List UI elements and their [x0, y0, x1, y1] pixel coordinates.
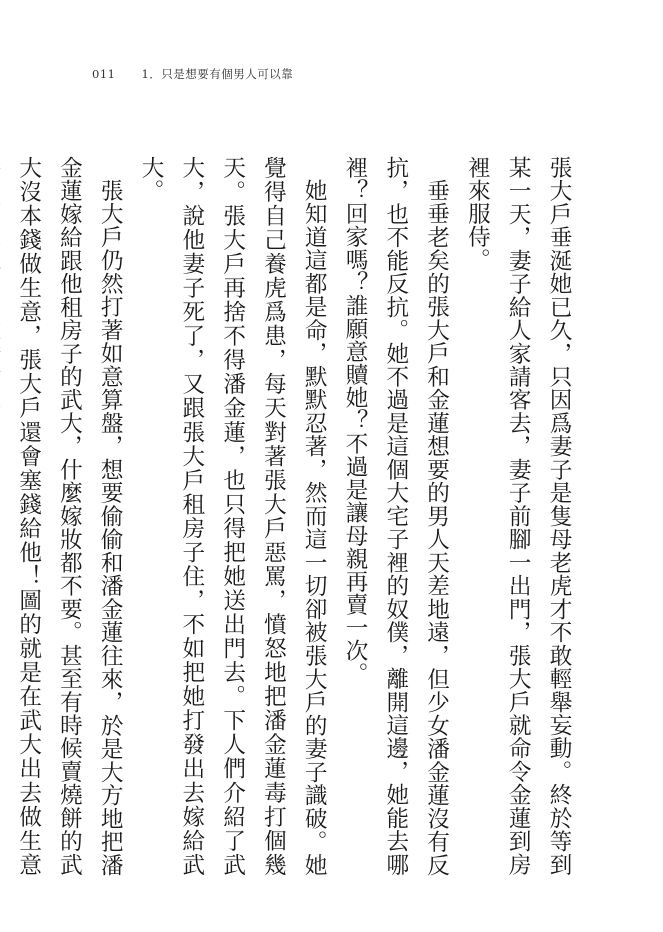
running-header: [92, 66, 293, 82]
paragraph-2: 垂垂老矣的張大戶和金蓮想要的男人天差地遠，但少女潘金蓮沒有反抗，也不能反抗。她不過是這個大宅子裡的奴僕，離開這邊，她能去哪裡？回家嗎？誰願意贖她？不過是讓母親再賣一次。: [342, 156, 450, 876]
chapter-title: 1．只是想要有個男人可以靠: [141, 67, 294, 81]
paragraph-3: 她知道這都是命，默默忍著，然而這一切卻被張大戶的妻子識破。她覺得自己養虎爲患，每天對著張大戶惡罵，憤怒地把潘金蓮毒打個幾天。張大戶再捨不得潘金蓮，也只得把她送出門去。下人們介紹了武大，說他妻子死了，又跟張大戶租房子住，不如把她打發出去嫁給武大。: [138, 156, 328, 876]
page-number: 011: [92, 67, 116, 81]
vertical-text-body: [15, 156, 579, 876]
paragraph-1: 張大戶垂涎她已久，只因爲妻子是隻母老虎才不敢輕舉妄動。終於等到某一天，妻子給人家請客去，妻子前腳一出門，張大戶就命令金蓮到房裡來服侍。: [464, 156, 572, 876]
paragraph-4: 張大戶仍然打著如意算盤，想要偷偷和潘金蓮往來，於是大方地把潘金蓮嫁給跟他租房子的武大，什麼嫁妝都不要。甚至有時候賣燒餅的武大沒本錢做生意，張大戶還會塞錢給他！圖的就是在武大出去做生意: [15, 156, 124, 876]
